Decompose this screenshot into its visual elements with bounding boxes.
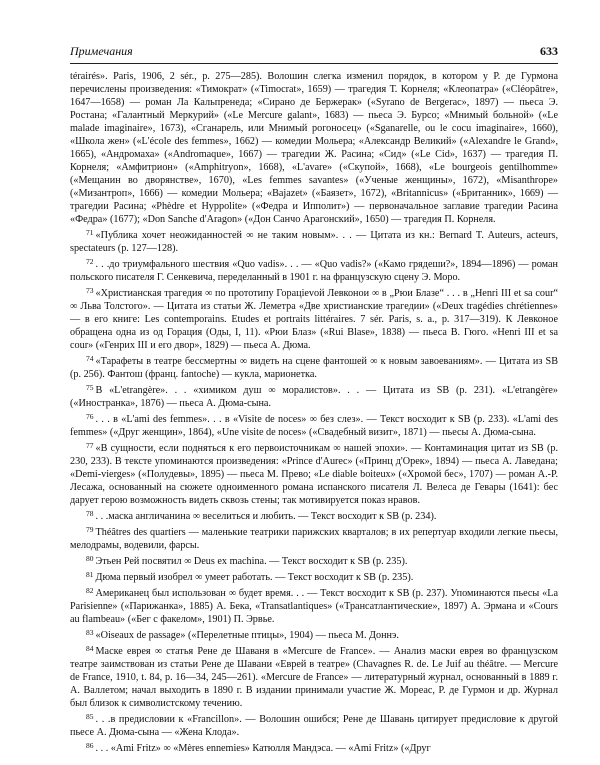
footnote-text: Американец был использован ∞ будет время. . . — Текст восходит к SB (p. 237). Упоминаются пьесы «La Parisienne» («Парижанка», 1885) А. Бека, «Transatlantiques» («Трансатлантические», 1897) А. Эрмана и «Cours au flambeau» («Бег с факелом», 1901) П. Эрвье. (70, 588, 558, 625)
running-header (70, 44, 558, 63)
footnote-continued (70, 70, 558, 226)
footnote-text: Théâtres des quartiers — маленькие театрики парижских кварталов; в их репертуар входили легкие пьесы, мелодрамы, водевили, фарсы. (70, 527, 558, 551)
footnote-text: «Тарафеты в театре бессмертны ∞ видеть на сцене фантошей ∞ к новым завоеваниям». — Цитата из SB (p. 256). Фантош (франц. fantoche) — кукла, марионетка. (70, 356, 558, 380)
footnote-75 (70, 381, 558, 410)
footnote-71 (70, 226, 558, 255)
footnote-number: 75 (86, 383, 94, 392)
footnote-85 (70, 710, 558, 739)
footnote-text: «Христианская трагедия ∞ по прототипу Горацievой Левконои ∞ в „Рюи Блазе“ . . . в „Henri III et sa cour“ ∞ Льва Толстого». — Цитата из статьи Ж. Леметра «Две христианские трагедии» («Deux tragédies chrétiennes» — в его книге: Les contemporains. Etudes et portraits littéraires. 7 sér. Paris, s. a., p. 317—319). К Левконое обращена одна из од Горация (Оды, I, 11). «Рюи Блаз» («Rui Blase», 1838) — пьеса В. Гюго. «Henri III et sa cour» («Генрих III и его двор», 1829) — пьеса А. Дюма. (70, 288, 558, 351)
footnote-number: 85 (86, 712, 94, 721)
footnote-text: . . . «Ami Fritz» ∞ «Mères ennemies» Катюлля Мандэса. — «Ami Fritz» («Друг (95, 743, 431, 754)
header-rule (70, 63, 558, 64)
footnote-number: 79 (86, 525, 94, 534)
footnote-number: 77 (86, 441, 94, 450)
footnote-84 (70, 642, 558, 710)
footnote-number: 80 (86, 554, 94, 563)
footnote-number: 73 (86, 286, 94, 295)
footnote-text: В «L'etrangère». . . «химиком душ ∞ моралистов». . . — Цитата из SB (p. 231). «L'etrangère» («Иностранка», 1876) — пьеса А. Дюма-сына. (70, 385, 558, 409)
footnote-82 (70, 584, 558, 626)
footnote-text: «Публика хочет неожиданностей ∞ не таким новым». . . — Цитата из кн.: Bernard T. Auteurs, acteurs, spectateurs (p. 127—128). (70, 230, 558, 254)
footnote-79 (70, 523, 558, 552)
footnote-77 (70, 439, 558, 507)
footnote-number: 81 (86, 570, 94, 579)
footnote-text: Этьен Рей посвятил ∞ Deus ex machina. — Текст восходит к SB (p. 235). (95, 556, 408, 567)
footnote-text: térairés». Paris, 1906, 2 sér., p. 275—285). Волошин слегка изменил порядок, в котором у Р. де Гурмона перечислены произведения: «Тимократ» («Timocrat», 1659) — трагедия Т. Корнеля; «Клеопатра» («Cléopâtre», 1647—1658) — роман Ла Кальпренеда; «Сирано де Бержерак» («Syrano de Bergerac», 1897) — пьеса Э. Ростана; «Галантный Меркурий» («Le Mercure galant», 1683) — пьеса Э. Бурсо; «Мнимый больной» («Le malade imaginaire», 1673), «Сганарель, или Мнимый рогоносец» («Sganarelle, ou le cocu imaginaire», 1660), «Школа жен» («L'école des femmes», 1662) — комедии Мольера; «Александр Великий» («Alexandre le Grand», 1665), «Андромаха» («Andromaque», 1667) — трагедии Ж. Расина; «Сид» («Le Cid», 1637) — трагедия П. Корнеля; «Амфитрион» («Amphitryon», 1668), «L'avare» («Скупой», 1668), «Le bourgeois gentilhomme» («Мещанин во дворянстве», 1670), «Les femmes savantes» («Ученые женщины», 1672), «Misanthrope» («Мизантроп», 1666) — комедии Мольера; «Bajazet» («Баязет», 1672), «Britannicus» («Британник», 1669) — трагедии Расина; «Phèdre et Hyppolite» («Федра и Ипполит») — первоначальное заглавие трагедии Расина «Федра» (1677); «Don Sanche d'Aragon» («Дон Санчо Арагонский», 1650) — трагедия П. Корнеля. (70, 71, 558, 225)
footnote-number: 86 (86, 741, 94, 750)
footnote-72 (70, 255, 558, 284)
footnote-text: «В сущности, если подняться к его первоисточникам ∞ нашей эпохи». — Контаминация цитат из SB (p. 230, 233). В тексте упоминаются произведения: «Prince d'Aurec» («Принц д'Орек», 1894) — пьеса А. Лаведана; «Demi-vierges» («Полудевы», 1895) — пьеса М. Прево; «Le diable boiteux» («Хромой бес», 1707) — роман А.-Р. Лесажа, основанный на сюжете одноименного романа испанского писателя Л. Велеса де Гевары (1641): бес дарует герою возможность видеть сквозь стены; так мотивируется показ нравов. (70, 443, 558, 506)
footnote-text: Дюма первый изобрел ∞ умеет работать. — Текст восходит к SB (p. 235). (95, 572, 414, 583)
footnote-text: «Oiseaux de passage» («Перелетные птицы», 1904) — пьеса М. Доннэ. (95, 630, 399, 641)
footnote-73 (70, 284, 558, 352)
footnote-74 (70, 352, 558, 381)
footnote-number: 82 (86, 586, 94, 595)
footnote-number: 74 (86, 354, 94, 363)
footnote-text: . . .в предисловии к «Francillon». — Волошин ошибся; Рене де Шавань цитирует предисловие к другой пьесе А. Дюма-сына — «Жена Клода». (70, 714, 558, 738)
footnote-80 (70, 552, 558, 568)
footnote-text: . . . в «L'ami des femmes». . . в «Visite de noces» ∞ без слез». — Текст восходит к SB (p. 233). «L'ami des femmes» («Друг женщин», 1864), «Une visite de noces» («Свадебный визит», 1871) — пьесы А. Дюма-сына. (70, 414, 558, 438)
section-title: Примечания (70, 44, 133, 58)
footnote-number: 76 (86, 412, 94, 421)
footnote-text: . . .до триумфального шествия «Quo vadis». . . — «Quo vadis?» («Камо грядеши?», 1894—1896) — роман польского писателя Г. Сенкевича, переделанный в 1901 г. на французскую сцену Э. Моро. (70, 259, 558, 283)
footnote-text: Маске еврея ∞ статья Рене де Шаваня в «Mercure de France». — Анализ маски еврея во французском театре заимствован из статьи Рене де Шавани «Еврей в театре» (Chavagnes R. de. Le Juif au théâtre. — Mercure de France, 1910, t. 84, p. 16—34, 245—261). «Mercure de France» — литературный журнал, основанный в 1889 г. А. Валлетом; начал выходить в 1890 г. В издании принимали участие Ж. Мореас, Р. де Гурмон и др. Журнал был близок к символистскому течению. (70, 646, 558, 709)
footnote-83 (70, 626, 558, 642)
footnote-number: 72 (86, 257, 94, 266)
footnote-number: 83 (86, 628, 94, 637)
notes-body (70, 70, 558, 755)
footnote-number: 71 (86, 228, 94, 237)
page-number: 633 (540, 44, 558, 58)
footnote-81 (70, 568, 558, 584)
footnote-number: 84 (86, 644, 94, 653)
footnote-number: 78 (86, 509, 94, 518)
footnote-76 (70, 410, 558, 439)
footnote-text: . . .маска англичанина ∞ веселиться и любить. — Текст восходит к SB (p. 234). (95, 511, 437, 522)
footnote-86 (70, 739, 558, 755)
footnote-78 (70, 507, 558, 523)
